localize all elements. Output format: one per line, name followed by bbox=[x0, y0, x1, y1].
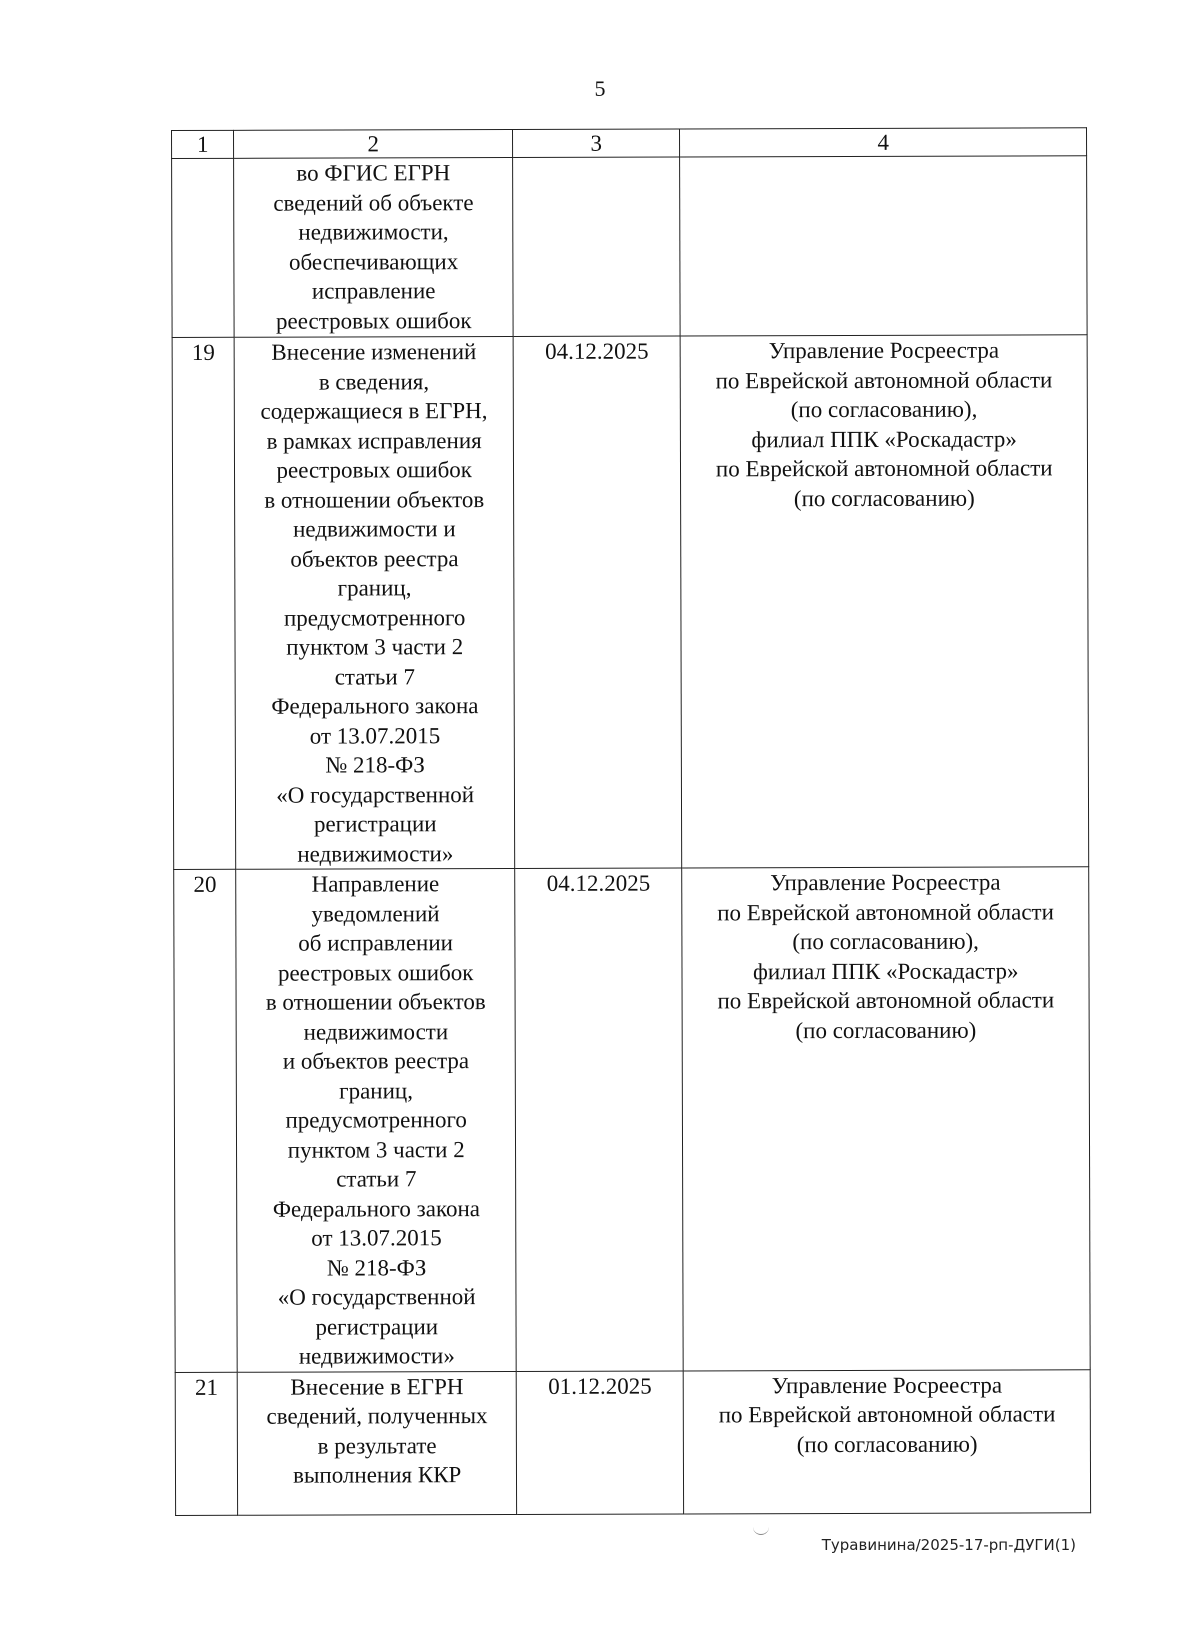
description-line: пунктом 3 части 2 bbox=[287, 1136, 465, 1163]
description-line: уведомлений bbox=[311, 900, 440, 927]
responsible-cell bbox=[682, 867, 1090, 1371]
responsible-line: (по согласованию) bbox=[795, 1017, 977, 1043]
description-line: недвижимости, bbox=[298, 219, 449, 245]
column-header: 4 bbox=[680, 128, 1087, 157]
table-row bbox=[174, 867, 1090, 1372]
description-line: выполнения ККР bbox=[293, 1462, 462, 1488]
description-line: и объектов реестра bbox=[282, 1048, 470, 1074]
description-line: регистрации bbox=[315, 1313, 439, 1340]
responsible-line: (по согласованию), bbox=[790, 396, 978, 423]
page-number: 5 bbox=[594, 76, 606, 101]
description-line: границ, bbox=[339, 1077, 413, 1104]
row-number-cell: 20 bbox=[174, 869, 238, 1372]
description-line: регистрации bbox=[313, 811, 437, 837]
description-line: «О государственной bbox=[277, 1284, 476, 1310]
description-line: в результате bbox=[317, 1432, 437, 1459]
description-line: Федерального закона bbox=[272, 1195, 480, 1222]
responsible-line: Управление Росреестра bbox=[768, 337, 1000, 364]
description-line: обеспечивающих bbox=[288, 248, 459, 275]
description-line: реестровых ошибок bbox=[277, 959, 474, 986]
description-line: № 218-ФЗ bbox=[325, 752, 425, 778]
description-line: Федерального закона bbox=[271, 693, 479, 719]
description-line: предусмотренного bbox=[283, 604, 466, 631]
description-line: исправление bbox=[311, 278, 436, 304]
description-line: от 13.07.2015 bbox=[309, 722, 441, 749]
description-line: сведений об объекте bbox=[273, 189, 474, 216]
description-line: пунктом 3 части 2 bbox=[286, 634, 464, 660]
schedule-table bbox=[171, 127, 1091, 1515]
responsible-cell bbox=[680, 156, 1087, 336]
responsible-line: Управление Росреестра bbox=[771, 1372, 1003, 1398]
responsible-line: филиал ППК «Роскадастр» bbox=[751, 425, 1017, 452]
description-line: реестровых ошибок bbox=[275, 307, 472, 334]
description-line: в отношении объектов bbox=[265, 989, 486, 1015]
responsible-line: (по согласованию), bbox=[792, 928, 979, 955]
column-header: 2 bbox=[234, 129, 513, 158]
description-line: в сведения, bbox=[318, 368, 430, 395]
description-line: статьи 7 bbox=[336, 1166, 417, 1192]
column-header: 1 bbox=[172, 130, 234, 158]
responsible-line: по Еврейской автономной области bbox=[715, 455, 1053, 482]
responsible-line: филиал ППК «Роскадастр» bbox=[752, 957, 1019, 984]
description-line: № 218-ФЗ bbox=[326, 1254, 427, 1281]
table-row bbox=[172, 335, 1089, 870]
description-cell bbox=[234, 336, 514, 869]
description-line: недвижимости» bbox=[298, 1343, 455, 1369]
responsible-line: Управление Росреестра bbox=[770, 869, 1001, 896]
description-line: недвижимости» bbox=[297, 840, 454, 867]
description-line: Направление bbox=[311, 871, 440, 897]
description-line: недвижимости bbox=[303, 1018, 449, 1045]
deadline-cell: 04.12.2025 bbox=[513, 336, 682, 868]
description-line: в рамках исправления bbox=[266, 427, 482, 454]
description-line: во ФГИС ЕГРН bbox=[296, 160, 451, 186]
description-cell bbox=[234, 157, 513, 337]
description-line: недвижимости и bbox=[293, 516, 456, 542]
document-id: Туравинина/2025-17-рп-ДУГИ(1) bbox=[821, 1536, 1076, 1554]
responsible-line: (по согласованию) bbox=[793, 485, 975, 511]
row-number-cell bbox=[172, 158, 235, 337]
description-line: объектов реестра bbox=[290, 545, 459, 572]
deadline-cell: 01.12.2025 bbox=[516, 1370, 684, 1513]
column-header: 3 bbox=[513, 129, 680, 157]
description-line: статьи 7 bbox=[334, 663, 415, 690]
deadline-cell: 04.12.2025 bbox=[515, 868, 684, 1371]
description-cell bbox=[238, 1371, 517, 1515]
deadline-cell bbox=[513, 157, 681, 336]
table-row bbox=[172, 156, 1088, 338]
responsible-cell bbox=[681, 335, 1089, 868]
responsible-line: (по согласованию) bbox=[796, 1431, 978, 1457]
description-line: в отношении объектов bbox=[264, 486, 485, 513]
responsible-line: по Еврейской автономной области bbox=[717, 987, 1055, 1014]
description-line: предусмотренного bbox=[285, 1107, 467, 1133]
description-line: сведений, полученных bbox=[266, 1403, 488, 1429]
description-line: Внесение в ЕГРН bbox=[290, 1373, 464, 1400]
row-number-cell: 21 bbox=[175, 1372, 238, 1515]
description-line: реестровых ошибок bbox=[276, 457, 472, 483]
responsible-line: по Еврейской автономной области bbox=[717, 898, 1054, 925]
table-header-row bbox=[172, 128, 1087, 159]
description-line: от 13.07.2015 bbox=[311, 1225, 442, 1251]
responsible-line: по Еврейской автономной области bbox=[718, 1401, 1056, 1428]
scan-mark bbox=[753, 1524, 769, 1535]
description-line: содержащиеся в ЕГРН, bbox=[260, 398, 488, 424]
table-row bbox=[175, 1369, 1090, 1515]
description-line: «О государственной bbox=[276, 781, 475, 808]
responsible-line: по Еврейской автономной области bbox=[715, 366, 1053, 393]
row-number-cell: 19 bbox=[172, 337, 236, 869]
responsible-cell bbox=[684, 1369, 1091, 1513]
description-line: об исправлении bbox=[298, 930, 453, 956]
description-line: Внесение изменений bbox=[271, 339, 477, 365]
description-cell bbox=[236, 868, 516, 1371]
description-line: границ, bbox=[337, 575, 412, 601]
